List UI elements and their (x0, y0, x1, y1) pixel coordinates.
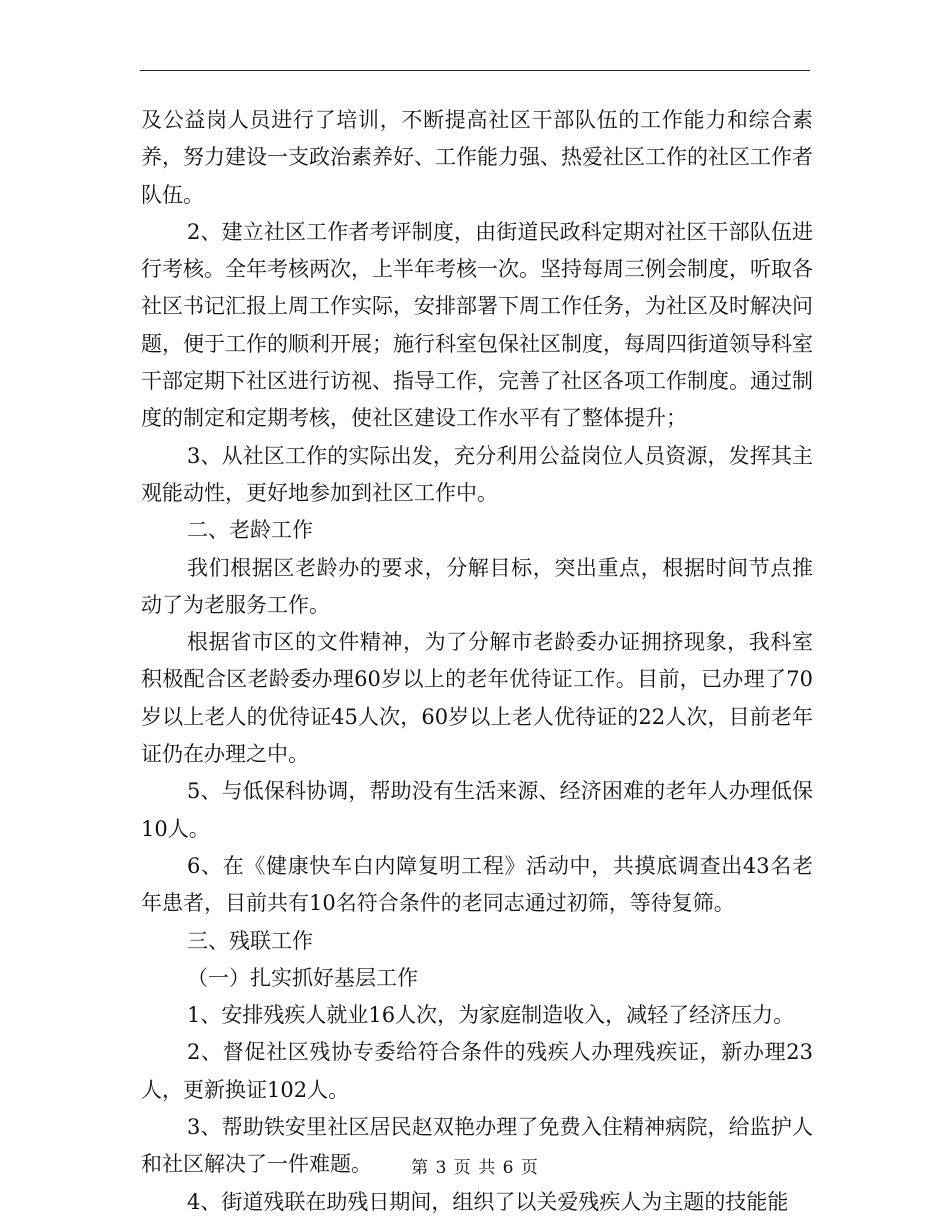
paragraph-11: 1、安排残疾人就业16人次，为家庭制造收入，减轻了经济压力。 (187, 1003, 795, 1028)
subsection-heading: （一）扎实抓好基层工作 (187, 965, 418, 990)
paragraph-14: 4、街道残联在助残日期间，组织了以关爱残疾人为主题的技能能 (187, 1189, 789, 1214)
paragraph-8: 6、在《健康快车白内障复明工程》活动中，共摸底调查出43名老年患者，目前共有10名符合条件的老同志通过初筛，等待复筛。 (141, 853, 813, 916)
paragraph-6: 根据省市区的文件精神，为了分解市老龄委办证拥挤现象，我科室积极配合区老龄委办理60岁以上的老年优待证工作。目前，已办理了70岁以上老人的优待证45人次，60岁以上老人优待证的22人次，目前老年证仍在办理之中。 (141, 630, 813, 767)
paragraph-13: 3、帮助铁安里社区居民赵双艳办理了免费入住精神病院，给监护人和社区解决了一件难题。 (141, 1115, 813, 1177)
paragraph-12: 2、督促社区残协专委给符合条件的残疾人办理残疾证，新办理23人，更新换证102人。 (141, 1040, 813, 1102)
section-heading-aging: 二、老龄工作 (187, 518, 313, 543)
page-footer: 第 3 页 共 6 页 (411, 1158, 539, 1178)
section-heading-disability: 三、残联工作 (187, 928, 313, 953)
paragraph-2: 2、建立社区工作者考评制度，由街道民政科定期对社区干部队伍进行考核。全年考核两次，上半年考核一次。坚持每周三例会制度，听取各社区书记汇报上周工作实际，安排部署下周工作任务，为社区及时解决问题，便于工作的顺利开展；施行科室包保社区制度，每周四街道领导科室干部定期下社区进行访视、指导工作，完善了社区各项工作制度。通过制度的制定和定期考核，使社区建设工作水平有了整体提升； (141, 219, 813, 431)
header-rule (140, 70, 810, 71)
paragraph-1: 及公益岗人员进行了培训，不断提高社区干部队伍的工作能力和综合素养，努力建设一支政治素养好、工作能力强、热爱社区工作的社区工作者队伍。 (141, 108, 813, 207)
paragraph-5: 我们根据区老龄办的要求，分解目标，突出重点，根据时间节点推动了为老服务工作。 (141, 555, 813, 617)
paragraph-3: 3、从社区工作的实际出发，充分利用公益岗位人员资源，发挥其主观能动性，更好地参加到社区工作中。 (141, 443, 813, 505)
body-text (141, 102, 813, 1221)
paragraph-7: 5、与低保科协调，帮助没有生活来源、经济困难的老年人办理低保10人。 (141, 779, 813, 841)
